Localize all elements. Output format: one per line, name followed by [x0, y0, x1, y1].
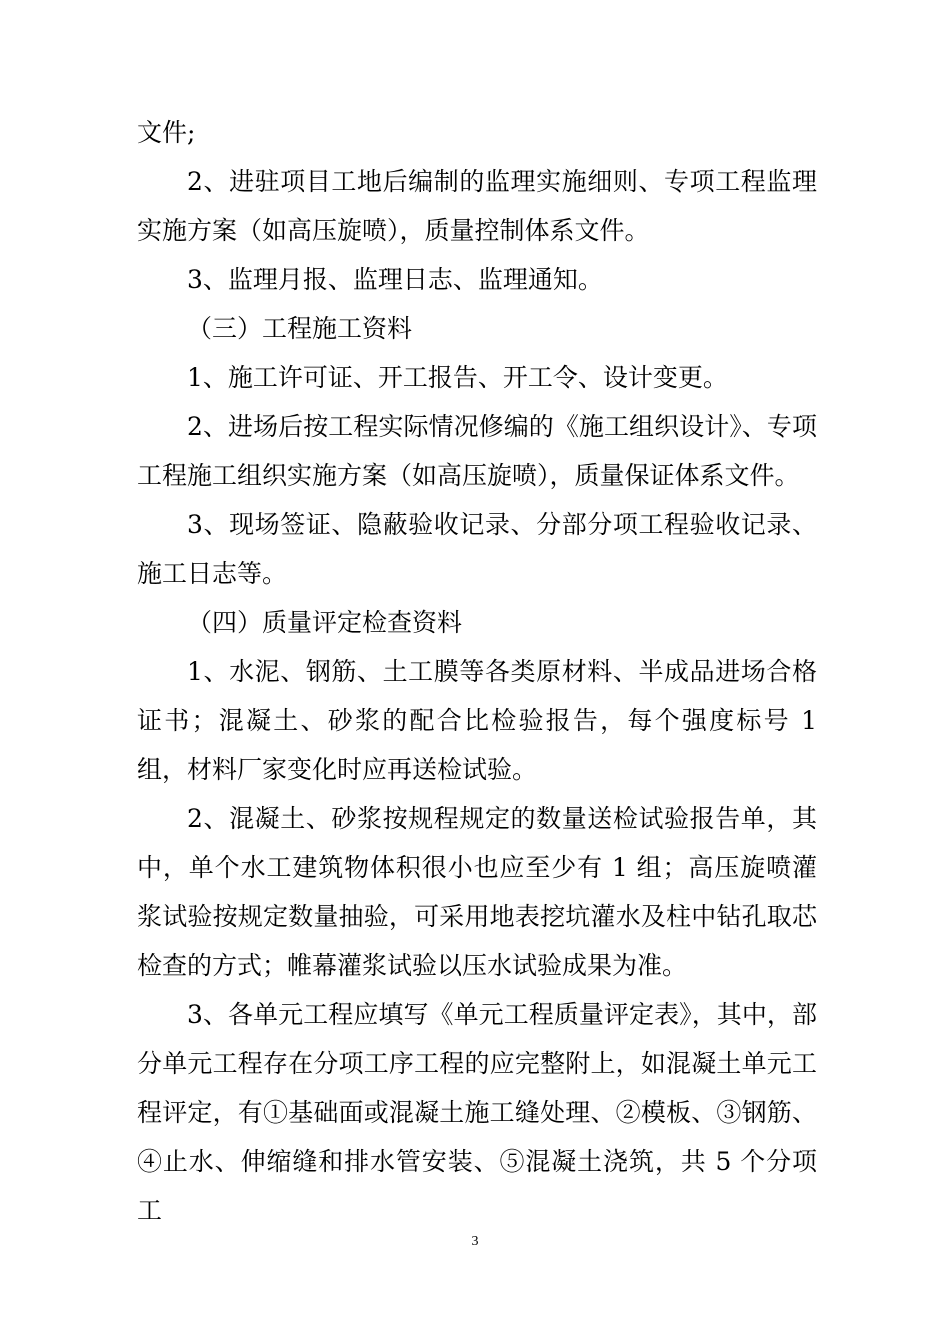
paragraph-unit-evaluation: 3、各单元工程应填写《单元工程质量评定表》，其中，部分单元工程存在分项工序工程的应完整附上，如混凝土单元工程评定，有①基础面或混凝土施工缝处理、②模板、③钢筋、④止水、伸缩缝和排水管安装、⑤混凝土浇筑，共 5 个分项工: [137, 1000, 817, 1225]
paragraph-supervision-details: 2、进驻项目工地后编制的监理实施细则、专项工程监理实施方案（如高压旋喷），质量控制体系文件。: [137, 167, 817, 245]
section-heading-quality-docs: （四）质量评定检查资料: [187, 608, 463, 637]
section-heading-construction-docs: （三）工程施工资料: [187, 314, 413, 343]
paragraph-construction-permits: 1、施工许可证、开工报告、开工令、设计变更。: [187, 363, 728, 392]
paragraph-test-reports: 2、混凝土、砂浆按规程规定的数量送检试验报告单，其中，单个水工建筑物体积很小也应至少有 1 组；高压旋喷灌浆试验按规定数量抽验，可采用地表挖坑灌水及柱中钻孔取芯检查的方式；帷幕灌浆试验以压水试验成果为准。: [137, 804, 817, 980]
paragraph-continuation: 文件;: [137, 118, 196, 147]
paragraph-construction-design: 2、进场后按工程实际情况修编的《施工组织设计》、专项工程施工组织实施方案（如高压旋喷），质量保证体系文件。: [137, 412, 817, 490]
page-number: 3: [471, 1234, 479, 1249]
document-body: [137, 108, 817, 1235]
paragraph-materials-certificates: 1、水泥、钢筋、土工膜等各类原材料、半成品进场合格证书；混凝土、砂浆的配合比检验报告，每个强度标号 1 组，材料厂家变化时应再送检试验。: [137, 657, 817, 784]
paragraph-site-records: 3、现场签证、隐蔽验收记录、分部分项工程验收记录、施工日志等。: [137, 510, 817, 588]
paragraph-supervision-reports: 3、监理月报、监理日志、监理通知。: [187, 265, 603, 294]
